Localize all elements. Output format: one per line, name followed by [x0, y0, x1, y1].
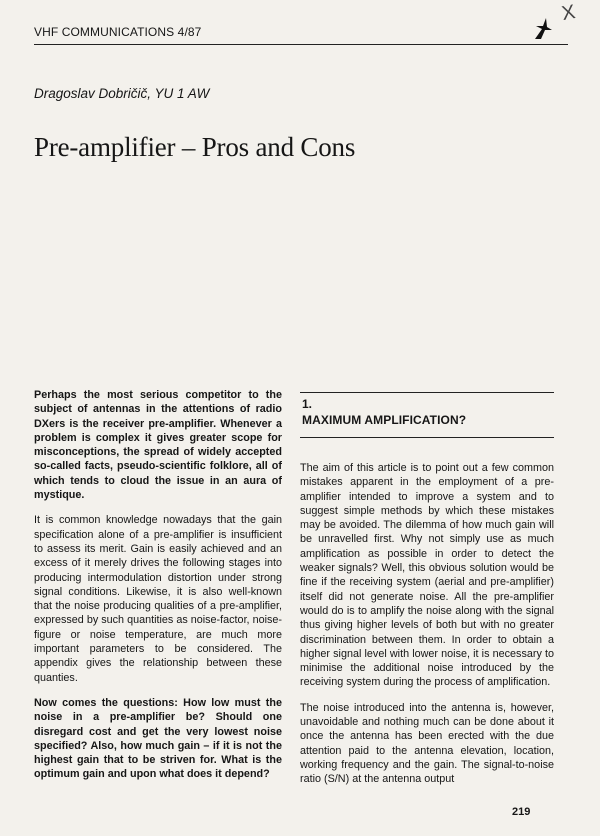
- page-number: 219: [512, 806, 531, 818]
- questions-paragraph: Now comes the questions: How low must the noise in a pre-amplifier be? Should one disregard cost and get the very lowest noise specified? Also, how much gain – if it is not the highest gain that to be striven for. What is the optimum gain and upon what does it depend?: [34, 696, 282, 781]
- handwritten-x-mark: X: [560, 1, 578, 25]
- intro-paragraph: It is common knowledge nowadays that the gain specification alone of a pre-amplifier is insufficient to assess its merit. Gain is easily achieved and an excess of it merely drives the following stages into producing intermodulation distortion under strong signal conditions. Likewise, it is also well-known that the noise producing qualities of a pre-amplifier, expressed by such quantities as noise-factor, noise-figure or noise temperature, are much more important parameters to be considered. The appendix gives the relationship between these quanties.: [34, 514, 282, 684]
- bird-logo-icon: [532, 17, 554, 41]
- aim-paragraph: The aim of this article is to point out a few common mistakes apparent in the employment of a pre-amplifier intended to improve a system and to suggest simple methods by which these mistakes may be avoided. The dilemma of how much gain will be unravelled first. Why not simply use as much amplification as possible in order to detect the weaker signals? Well, this obvious solution would be fine if the receiving system (aerial and pre-amplifier) itself did not generate noise. All the pre-amplifier would do is to amplify the noise along with the signal thus giving higher levels of both but with no greater discrimination between them. In order to obtain a higher signal level with lower noise, it is necessary to minimise the additional noise introduced by the receiving system during the process of amplification.: [300, 462, 554, 689]
- left-column: [34, 388, 282, 782]
- right-column: [300, 461, 554, 787]
- abstract-paragraph: Perhaps the most serious competitor to the subject of antennas in the attentions of radio DXers is the receiver pre-amplifier. Whenever a problem is complex it gives greater scope for misconceptions, the spread of widely accepted so-called facts, pseudo-scientific folklore, all of which tends to cloud the issue in an aura of mystique.: [34, 389, 282, 502]
- journal-title: VHF COMMUNICATIONS 4/87: [34, 25, 202, 39]
- article-title: Pre-amplifier – Pros and Cons: [34, 132, 356, 162]
- running-header: [34, 24, 568, 45]
- article-author: Dragoslav Dobričič, YU 1 AW: [34, 86, 210, 101]
- section-heading: [300, 392, 554, 438]
- section-number: 1.: [302, 397, 313, 411]
- section-title: MAXIMUM AMPLIFICATION?: [302, 413, 467, 427]
- noise-paragraph: The noise introduced into the antenna is, however, unavoidable and nothing much can be done about it once the antenna has been erected with the due attention paid to the antenna elevation, location, working frequency and the gain. The signal-to-noise ratio (S/N) at the antenna output: [300, 701, 554, 786]
